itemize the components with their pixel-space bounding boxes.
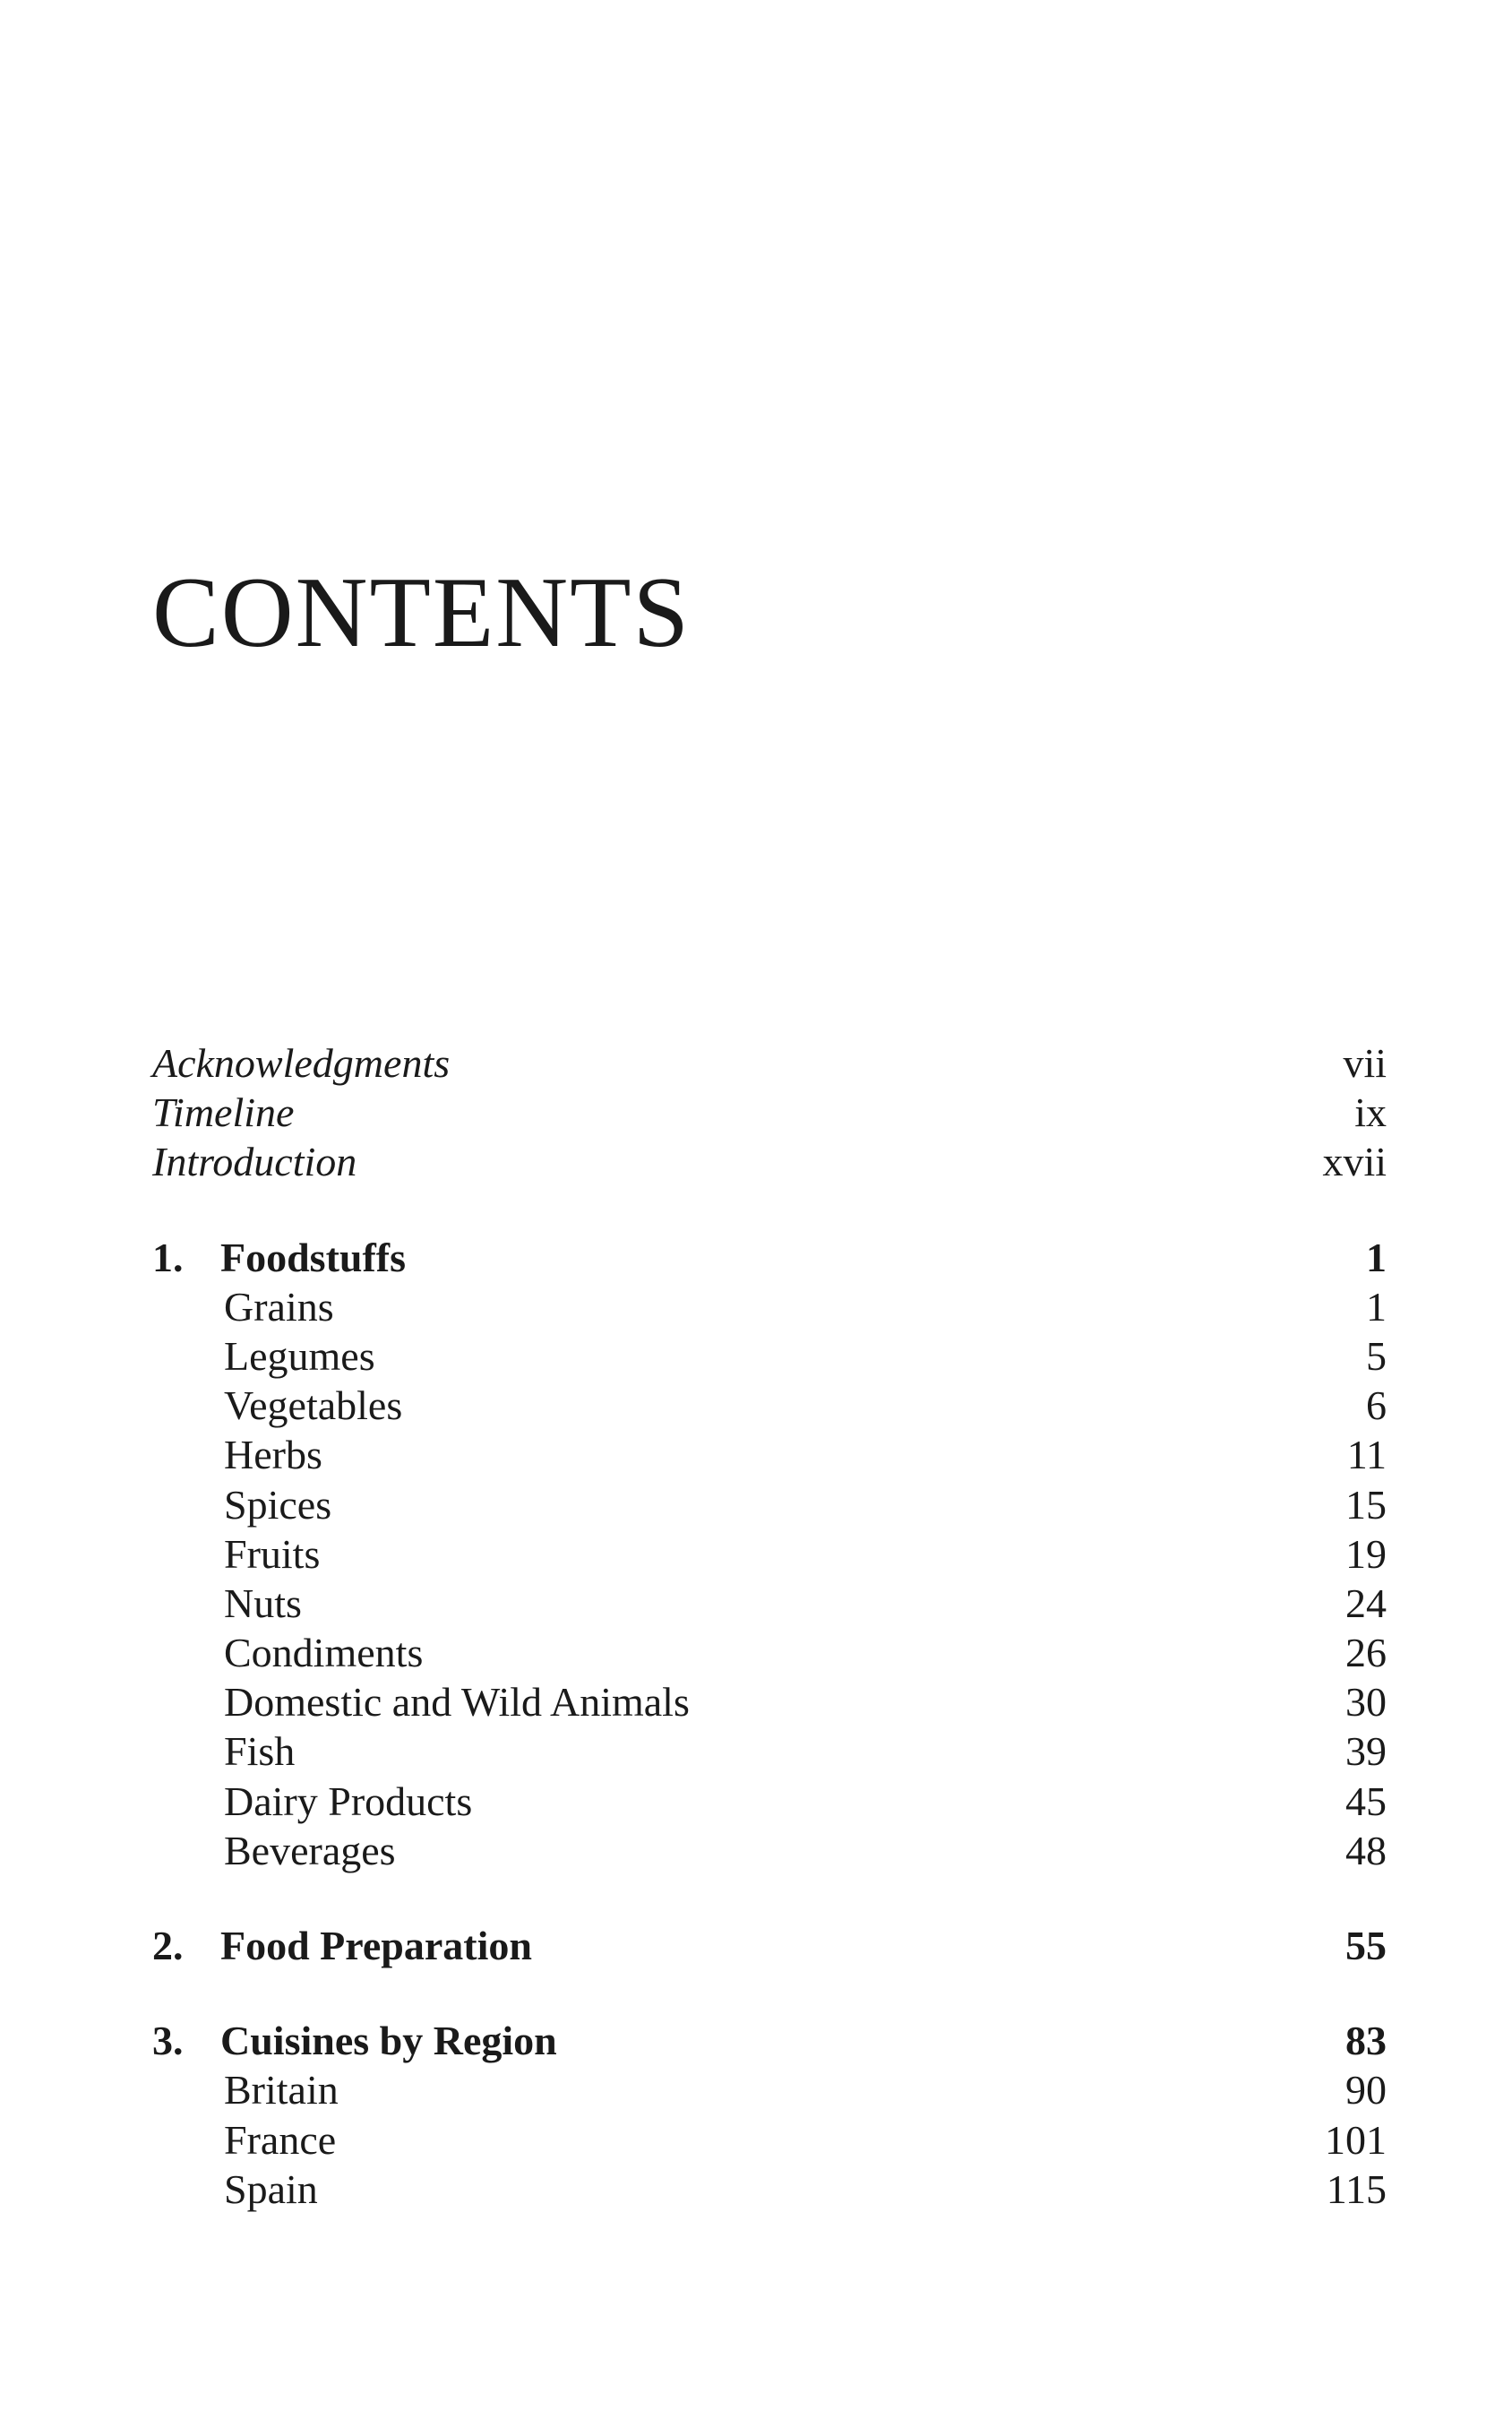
toc-section-vegetables[interactable] (152, 1381, 1387, 1430)
section-page: 5 (1366, 1332, 1387, 1379)
toc-entry-page: ix (1354, 1089, 1387, 1136)
toc-entry-introduction[interactable] (152, 1137, 1387, 1186)
section-page: 30 (1345, 1679, 1387, 1726)
toc-entry-label: Acknowledgments (152, 1040, 451, 1086)
section-label: Dairy Products (224, 1778, 473, 1824)
toc-chapter-foodstuffs[interactable] (152, 1233, 1387, 1282)
toc-section-condiments[interactable] (152, 1628, 1387, 1677)
section-label: Legumes (224, 1332, 375, 1379)
toc-entry-timeline[interactable] (152, 1088, 1387, 1137)
section-page: 90 (1345, 2067, 1387, 2113)
toc-entry-acknowledgments[interactable] (152, 1038, 1387, 1088)
section-page: 45 (1345, 1778, 1387, 1824)
toc-section-dairy-products[interactable] (152, 1777, 1387, 1826)
chapter-number: 3. (152, 2018, 184, 2064)
toc-chapter-food-preparation[interactable] (152, 1921, 1387, 1970)
section-page: 11 (1346, 1432, 1387, 1478)
toc-entry-page: xvii (1322, 1139, 1387, 1185)
toc-section-fish[interactable] (152, 1726, 1387, 1776)
section-label: Vegetables (224, 1382, 403, 1429)
chapter-number: 2. (152, 1923, 184, 1968)
toc-entry-label: Timeline (152, 1089, 295, 1136)
section-page: 115 (1326, 2165, 1387, 2212)
toc-section-grains[interactable] (152, 1282, 1387, 1331)
toc-section-nuts[interactable] (152, 1579, 1387, 1628)
section-page: 19 (1345, 1530, 1387, 1577)
toc-entry-page: vii (1343, 1040, 1387, 1086)
section-label: Herbs (224, 1432, 322, 1478)
section-label: Nuts (224, 1580, 302, 1626)
chapter-title: Foodstuffs (220, 1234, 407, 1280)
section-page: 39 (1345, 1728, 1387, 1775)
toc-section-legumes[interactable] (152, 1331, 1387, 1381)
toc-chapter-cuisines-by-region[interactable] (152, 2016, 1387, 2065)
chapter-number: 1. (152, 1234, 184, 1280)
toc-section-britain[interactable] (152, 2065, 1387, 2114)
chapter-page: 1 (1366, 1234, 1387, 1280)
toc-entry-label: Introduction (152, 1139, 357, 1185)
section-page: 15 (1345, 1481, 1387, 1528)
toc-section-fruits[interactable] (152, 1529, 1387, 1579)
section-label: Grains (224, 1283, 334, 1330)
chapter-page: 55 (1345, 1923, 1387, 1968)
toc-section-spices[interactable] (152, 1480, 1387, 1529)
section-label: Spain (224, 2165, 318, 2212)
chapter-page: 83 (1345, 2018, 1387, 2064)
section-page: 101 (1325, 2116, 1387, 2163)
section-label: Britain (224, 2067, 339, 2113)
section-label: Fish (224, 1728, 296, 1775)
section-label: Fruits (224, 1530, 321, 1577)
page-title: CONTENTS (152, 557, 691, 668)
section-label: Beverages (224, 1827, 396, 1873)
section-label: Domestic and Wild Animals (224, 1679, 690, 1726)
section-label: Spices (224, 1481, 332, 1528)
section-page: 26 (1345, 1630, 1387, 1676)
chapter-title: Food Preparation (220, 1923, 532, 1968)
toc-section-domestic-and-wild-animals[interactable] (152, 1677, 1387, 1726)
toc-section-spain[interactable] (152, 2165, 1387, 2214)
section-label: France (224, 2116, 337, 2163)
section-label: Condiments (224, 1630, 424, 1676)
section-page: 1 (1366, 1283, 1387, 1330)
table-of-contents (152, 1038, 1387, 2214)
toc-section-beverages[interactable] (152, 1826, 1387, 1875)
section-page: 6 (1366, 1382, 1387, 1429)
toc-section-france[interactable] (152, 2115, 1387, 2165)
section-page: 24 (1345, 1580, 1387, 1626)
chapter-title: Cuisines by Region (220, 2018, 557, 2064)
section-page: 48 (1345, 1827, 1387, 1873)
toc-section-herbs[interactable] (152, 1430, 1387, 1479)
